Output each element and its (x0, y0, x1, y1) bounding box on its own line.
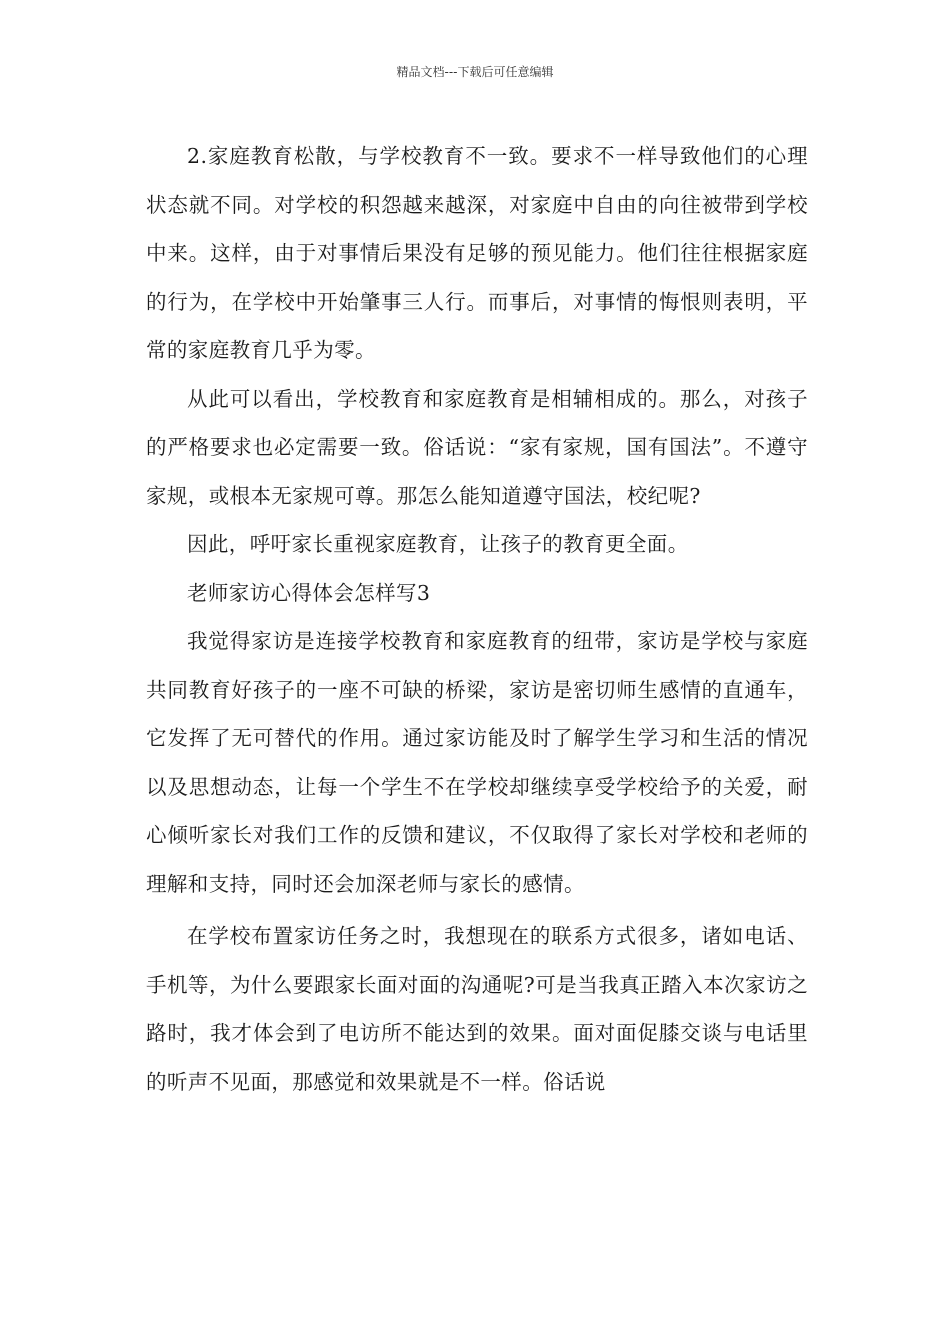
paragraph-appeal: 因此，呼吁家长重视家庭教育，让孩子的教育更全面。 (187, 532, 689, 556)
page-header: 精品文档---下载后可任意编辑 (396, 65, 554, 79)
document-body (146, 132, 808, 1106)
section-heading: 老师家访心得体会怎样写3 (187, 580, 431, 605)
paragraph-home-visit-bridge: 我觉得家访是连接学校教育和家庭教育的纽带，家访是学校与家庭共同教育好孩子的一座不可缺的桥梁，家访是密切师生感情的直通车，它发挥了无可替代的作用。通过家访能及时了解学生学习和生活的情况以及思想动态，让每一个学生不在学校却继续享受学校给予的关爱，耐心倾听家长对我们工作的反馈和建议，不仅取得了家长对学校和老师的理解和支持，同时还会加深老师与家长的感情。 (146, 629, 808, 896)
paragraph-home-visit-experience: 在学校布置家访任务之时，我想现在的联系方式很多，诸如电话、手机等，为什么要跟家长面对面的沟通呢?可是当我真正踏入本次家访之路时，我才体会到了电访所不能达到的效果。面对面促膝交谈与电话里的听声不见面，那感觉和效果就是不一样。俗话说 (146, 924, 808, 1094)
paragraph-school-and-family: 从此可以看出，学校教育和家庭教育是相辅相成的。那么，对孩子的严格要求也必定需要一致。俗话说：“家有家规，国有国法”。不遵守家规，或根本无家规可尊。那怎么能知道遵守国法，校纪呢? (146, 386, 808, 508)
paragraph-family-education: 2.家庭教育松散，与学校教育不一致。要求不一样导致他们的心理状态就不同。对学校的积怨越来越深，对家庭中自由的向往被带到学校中来。这样，由于对事情后果没有足够的预见能力。他们往往根据家庭的行为，在学校中开始肇事三人行。而事后，对事情的悔恨则表明，平常的家庭教育几乎为零。 (146, 144, 808, 362)
